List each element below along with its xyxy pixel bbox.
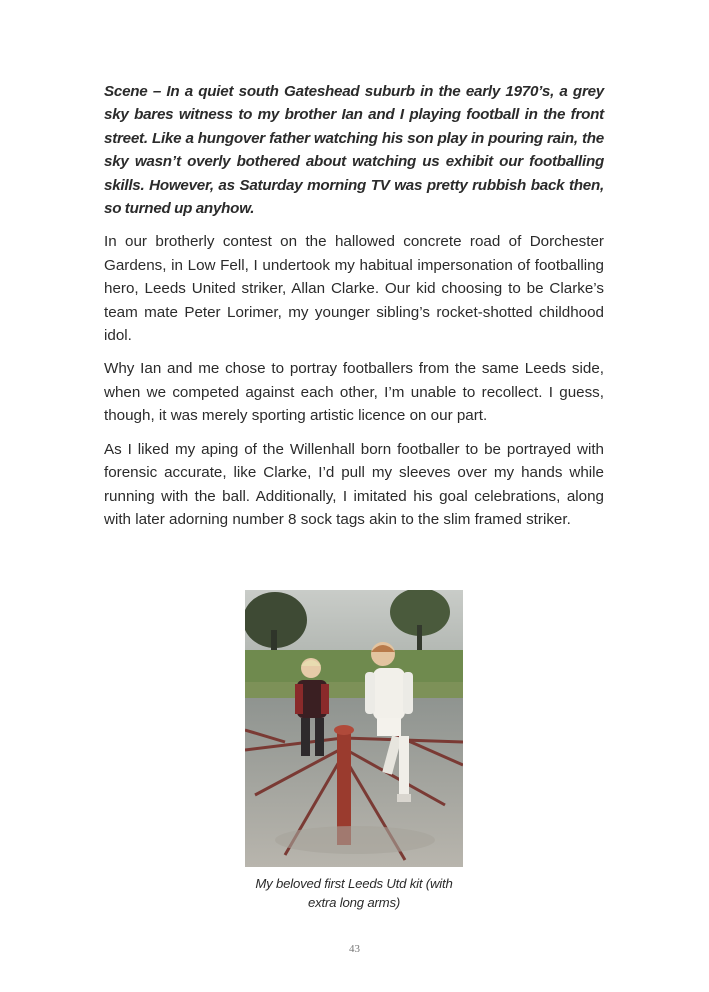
body-paragraph-2: Why Ian and me chose to portray footballers from the same Leeds side, when we competed against each other, I’m unable to recollect. I guess, though, it was merely sporting artistic licence on our part. (104, 360, 604, 425)
page-body (104, 80, 604, 541)
page-number: 43 (349, 943, 360, 955)
childhood-photo (245, 590, 463, 867)
body-paragraph-1: In our brotherly contest on the hallowed concrete road of Dorchester Gardens, in Low Fell, I undertook my habitual impersonation of footballing hero, Leeds United striker, Allan Clarke. Our kid choosing to be Clarke’s team mate Peter Lorimer, my younger sibling’s rocket-shotted childhood idol. (104, 233, 604, 345)
photo-caption (230, 875, 478, 912)
caption-line-1: My beloved first Leeds Utd kit (with (255, 876, 453, 891)
caption-line-2: extra long arms) (307, 894, 401, 910)
body-paragraph-3: As I liked my aping of the Willenhall born footballer to be portrayed with forensic accurate, like Clarke, I’d pull my sleeves over my hands while running with the ball. Additionally, I imitated his goal celebrations, along with later adorning number 8 sock tags akin to the slim framed striker. (104, 440, 604, 528)
intro-paragraph: Scene – In a quiet south Gateshead suburb in the early 1970’s, a grey sky bares witness to my brother Ian and I playing football in the front street. Like a hungover father watching his son play in pouring rain, the sky wasn’t overly bothered about watching us exhibit our footballing skills. However, as Saturday morning TV was pretty rubbish back then, so turned up anyhow. (104, 83, 604, 218)
